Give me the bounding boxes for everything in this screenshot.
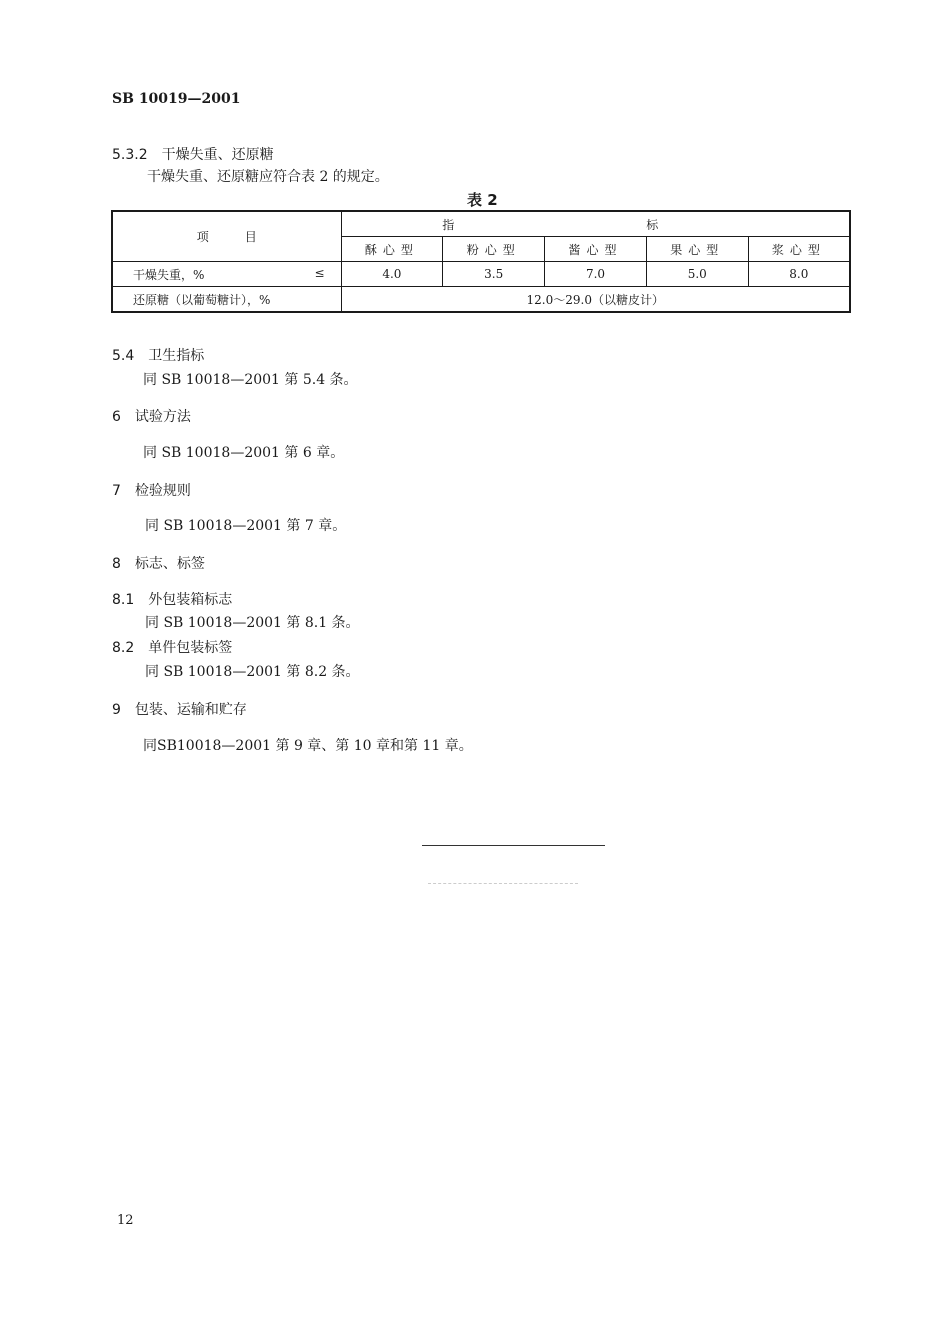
column-header: 酥心型 xyxy=(341,237,443,262)
section-title: 包装、运输和贮存 xyxy=(134,702,247,718)
section-title: 外包装箱标志 xyxy=(148,592,233,608)
page-number: 12 xyxy=(117,1213,134,1228)
table-row xyxy=(112,262,850,287)
section-title: 检验规则 xyxy=(134,483,191,499)
table-cell: 4.0 xyxy=(341,262,443,287)
section-number: 8.2 xyxy=(112,640,135,656)
column-header: 浆心型 xyxy=(748,237,850,262)
table-cell: 7.0 xyxy=(545,262,647,287)
row-label: 还原糖（以葡萄糖计），% xyxy=(112,287,341,313)
merged-table-cell: 12.0～29.0（以糖皮计） xyxy=(341,287,850,313)
table-caption: 表 2 xyxy=(467,191,498,209)
section-body-8-2: 同 SB 10018—2001 第 8.2 条。 xyxy=(145,664,360,680)
spec-table xyxy=(111,210,851,313)
section-heading-8-1 xyxy=(112,589,232,609)
section-body-7: 同 SB 10018—2001 第 7 章。 xyxy=(145,518,347,534)
section-body-5-3-2: 干燥失重、还原糖应符合表 2 的规定。 xyxy=(147,169,389,185)
column-header: 果心型 xyxy=(646,237,748,262)
table-cell: 3.5 xyxy=(443,262,545,287)
section-number: 9 xyxy=(112,702,121,718)
section-body-8-1: 同 SB 10018—2001 第 8.1 条。 xyxy=(145,615,360,631)
faint-rule xyxy=(428,883,578,884)
row-label: 干燥失重，% ≤ xyxy=(112,262,341,287)
section-number: 7 xyxy=(112,483,121,499)
section-heading-7 xyxy=(112,480,191,500)
item-header-cell: 项 目 xyxy=(112,211,341,262)
section-number: 6 xyxy=(112,409,121,425)
section-number: 5.3.2 xyxy=(112,147,148,163)
section-number: 8.1 xyxy=(112,592,135,608)
section-body-6: 同 SB 10018—2001 第 6 章。 xyxy=(143,445,345,461)
end-rule xyxy=(422,845,605,846)
table-row xyxy=(112,287,850,313)
section-number: 8 xyxy=(112,556,121,572)
section-title: 标志、标签 xyxy=(134,556,205,572)
table-cell: 8.0 xyxy=(748,262,850,287)
section-heading-8-2 xyxy=(112,637,232,657)
section-heading-6 xyxy=(112,406,191,426)
column-header: 酱心型 xyxy=(545,237,647,262)
section-title: 卫生指标 xyxy=(148,348,205,364)
column-header: 粉心型 xyxy=(443,237,545,262)
section-heading-8 xyxy=(112,553,205,573)
document-code: SB 10019—2001 xyxy=(112,91,241,107)
section-heading-5-4 xyxy=(112,345,204,365)
section-heading-5-3-2 xyxy=(112,144,274,164)
table-cell: 5.0 xyxy=(646,262,748,287)
section-body-5-4: 同 SB 10018—2001 第 5.4 条。 xyxy=(143,372,358,388)
section-body-9: 同SB10018—2001 第 9 章、第 10 章和第 11 章。 xyxy=(143,738,473,754)
indicator-header-cell: 指 标 xyxy=(341,211,850,237)
section-title: 干燥失重、还原糖 xyxy=(161,147,274,163)
section-heading-9 xyxy=(112,699,247,719)
section-number: 5.4 xyxy=(112,348,135,364)
less-equal-symbol: ≤ xyxy=(314,266,325,280)
section-title: 试验方法 xyxy=(134,409,191,425)
section-title: 单件包装标签 xyxy=(148,640,233,656)
